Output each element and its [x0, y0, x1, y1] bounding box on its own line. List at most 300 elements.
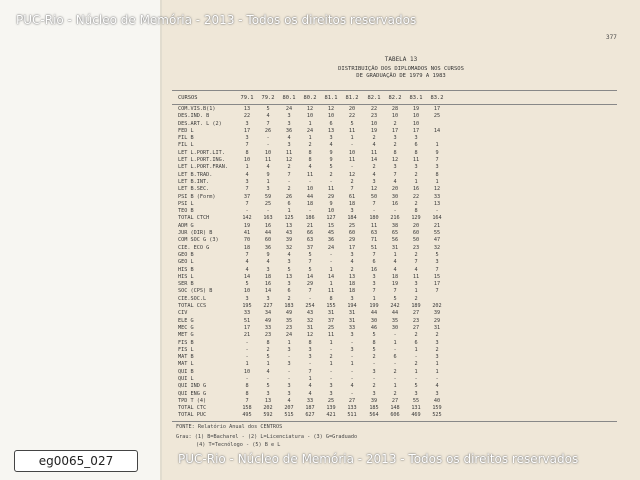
table-cell: 5: [329, 164, 333, 171]
table-cell: 14: [433, 127, 441, 134]
row-label: LET L.PORT.ING.: [178, 157, 225, 164]
table-cell: 9: [329, 149, 333, 156]
table-row: [172, 288, 617, 295]
table-cell: 1: [245, 164, 249, 171]
table-cell: 1: [414, 178, 418, 185]
table-row: [172, 354, 617, 361]
table-cell: -: [287, 368, 291, 375]
table-cell: 2: [414, 332, 418, 339]
table-cell: 11: [327, 186, 335, 193]
table-header-rule: [172, 104, 617, 105]
table-cell: -: [393, 346, 397, 353]
table-cell: 16: [264, 281, 272, 288]
table-cell: 61: [348, 193, 356, 200]
table-cell: 3: [287, 281, 291, 288]
table-source: FONTE: Relatório Anual dos CENTROS: [176, 424, 283, 430]
table-row: [172, 128, 617, 135]
column-header: 83.2: [430, 95, 444, 101]
column-header: 82.2: [388, 95, 402, 101]
table-cell: 1: [372, 295, 376, 302]
table-cell: 16: [264, 222, 272, 229]
table-cell: 186: [305, 215, 315, 222]
table-cell: 3: [350, 251, 354, 258]
table-cell: 55: [412, 397, 420, 404]
table-cell: 8: [245, 149, 249, 156]
table-cell: 11: [306, 171, 314, 178]
table-cell: 27: [412, 324, 420, 331]
table-cell: 17: [412, 127, 420, 134]
table-cell: 3: [372, 368, 376, 375]
table-cell: 158: [242, 405, 252, 412]
table-cell: 14: [370, 157, 378, 164]
table-cell: 10: [306, 113, 314, 120]
table-cell: 25: [348, 222, 356, 229]
table-cell: 4: [287, 135, 291, 142]
table-cell: 4: [308, 383, 312, 390]
table-cell: 14: [243, 273, 251, 280]
table-cell: 60: [264, 237, 272, 244]
table-cell: 3: [435, 339, 439, 346]
table-cell: 5: [435, 251, 439, 258]
table-cell: 23: [412, 317, 420, 324]
table-cell: 10: [327, 208, 335, 215]
table-cell: 139: [326, 405, 336, 412]
table-cell: -: [287, 375, 291, 382]
table-cell: 22: [370, 106, 378, 112]
table-cell: 7: [245, 200, 249, 207]
table-cell: 29: [433, 317, 441, 324]
table-cell: 27: [412, 310, 420, 317]
table-cell: 2: [435, 332, 439, 339]
table-cell: 7: [372, 288, 376, 295]
table-cell: 1: [435, 368, 439, 375]
table-cell: 469: [411, 412, 421, 419]
row-label: QUI B: [178, 368, 194, 375]
table-row: [172, 223, 617, 230]
table-cell: 8: [308, 157, 312, 164]
table-cell: 4: [372, 142, 376, 149]
table-cell: 21: [433, 222, 441, 229]
row-label: TPD T (4): [178, 397, 207, 404]
table-cell: 163: [263, 215, 273, 222]
table-cell: 14: [264, 288, 272, 295]
row-label: SOC (CPS) B: [178, 288, 213, 295]
table-cell: 33: [348, 324, 356, 331]
table-cell: 21: [306, 222, 314, 229]
table-cell: 29: [306, 281, 314, 288]
table-cell: 50: [370, 193, 378, 200]
table-cell: 10: [370, 120, 378, 127]
row-label: MAT L: [178, 361, 194, 368]
table-cell: 7: [245, 142, 249, 149]
table-cell: 33: [433, 193, 441, 200]
table-cell: 14: [327, 273, 335, 280]
table-cell: 184: [347, 215, 357, 222]
table-cell: 19: [243, 222, 251, 229]
table-cell: 3: [308, 346, 312, 353]
table-cell: 4: [393, 178, 397, 185]
table-cell: 131: [411, 405, 421, 412]
table-cell: 8: [435, 171, 439, 178]
table-cell: 1: [287, 208, 291, 215]
table-cell: 5: [308, 251, 312, 258]
table-row: [172, 369, 617, 376]
table-title: TABELA 13: [384, 56, 418, 63]
table-cell: -: [308, 295, 312, 302]
table-cell: 44: [306, 193, 314, 200]
table-cell: 564: [369, 412, 379, 419]
table-cell: 5: [372, 332, 376, 339]
table-cell: -: [266, 375, 270, 382]
table-cell: 1: [414, 346, 418, 353]
table-cell: 3: [287, 259, 291, 266]
table-cell: 12: [306, 106, 314, 112]
row-label: CIE. ECO G: [178, 244, 210, 251]
table-cell: 31: [327, 310, 335, 317]
table-cell: 7: [372, 251, 376, 258]
table-cell: 3: [414, 164, 418, 171]
table-row: [172, 179, 617, 186]
table-cell: 4: [245, 171, 249, 178]
table-cell: -: [372, 208, 376, 215]
table-cell: 25: [433, 113, 441, 120]
table-cell: 3: [435, 390, 439, 397]
table-cell: 40: [433, 397, 441, 404]
row-label: COM.VIS.B(1): [178, 106, 216, 112]
table-cell: 3: [245, 135, 249, 142]
table-cell: 7: [393, 288, 397, 295]
table-cell: 1: [308, 120, 312, 127]
table-cell: 1: [350, 361, 354, 368]
table-cell: 195: [242, 303, 252, 310]
table-row: [172, 267, 617, 274]
table-cell: 202: [263, 405, 273, 412]
table-cell: 2: [393, 142, 397, 149]
table-cell: 20: [348, 106, 356, 112]
table-cell: 35: [391, 317, 399, 324]
table-cell: 24: [327, 244, 335, 251]
table-cell: 627: [305, 412, 315, 419]
row-label: CIE.SOC.L: [178, 295, 207, 302]
table-cell: 3: [266, 295, 270, 302]
table-row: [172, 318, 617, 325]
table-row: [172, 391, 617, 398]
column-header: 81.1: [324, 95, 338, 101]
table-cell: 4: [266, 368, 270, 375]
table-cell: 70: [243, 237, 251, 244]
table-cell: 3: [372, 178, 376, 185]
table-row: [172, 340, 617, 347]
table-cell: 17: [433, 281, 441, 288]
table-subtitle-line2: DE GRADUAÇÃO DE 1979 A 1983: [356, 73, 446, 79]
table-cell: 2: [372, 383, 376, 390]
table-cell: 5: [266, 106, 270, 112]
table-cell: 47: [433, 237, 441, 244]
table-cell: -: [372, 361, 376, 368]
table-cell: 44: [391, 310, 399, 317]
table-cell: 37: [327, 317, 335, 324]
table-cell: 1: [435, 142, 439, 149]
table-cell: 2: [393, 120, 397, 127]
table-cell: 24: [306, 127, 314, 134]
table-cell: 254: [305, 303, 315, 310]
table-cell: 27: [348, 397, 356, 404]
table-row: [172, 274, 617, 281]
table-cell: -: [245, 208, 249, 215]
table-cell: 148: [390, 405, 400, 412]
table-cell: 8: [245, 383, 249, 390]
table-cell: 51: [370, 244, 378, 251]
table-cell: 25: [264, 200, 272, 207]
table-cell: 12: [327, 106, 335, 112]
table-cell: 11: [264, 157, 272, 164]
row-label: ADM G: [178, 222, 194, 229]
table-row: [172, 252, 617, 259]
table-cell: 1: [266, 361, 270, 368]
table-cell: 28: [391, 106, 399, 112]
row-label: DES.ART. L (2): [178, 120, 222, 127]
table-cell: 60: [348, 230, 356, 237]
row-label: QUI L: [178, 375, 194, 382]
table-cell: 3: [372, 273, 376, 280]
table-cell: 7: [287, 171, 291, 178]
table-cell: 7: [435, 157, 439, 164]
table-cell: 19: [370, 127, 378, 134]
table-cell: 30: [391, 324, 399, 331]
table-cell: 32: [285, 244, 293, 251]
table-cell: 18: [348, 288, 356, 295]
table-cell: 7: [350, 186, 354, 193]
table-cell: 3: [287, 346, 291, 353]
table-cell: 4: [329, 142, 333, 149]
table-cell: 49: [285, 310, 293, 317]
table-cell: 31: [348, 317, 356, 324]
table-cell: 1: [414, 368, 418, 375]
table-cell: 2: [372, 354, 376, 361]
table-cell: 8: [414, 208, 418, 215]
table-cell: 18: [306, 200, 314, 207]
table-cell: 36: [327, 237, 335, 244]
table-cell: -: [329, 375, 333, 382]
table-cell: 511: [347, 412, 357, 419]
table-cell: 10: [243, 157, 251, 164]
row-label: ELE G: [178, 317, 194, 324]
table-cell: -: [287, 178, 291, 185]
table-cell: 66: [306, 230, 314, 237]
table-cell: 39: [370, 397, 378, 404]
table-cell: 207: [284, 405, 294, 412]
table-cell: 35: [285, 317, 293, 324]
table-cell: 4: [435, 383, 439, 390]
table-cell: 20: [412, 222, 420, 229]
table-cell: 421: [326, 412, 336, 419]
table-cell: 1: [308, 135, 312, 142]
table-cell: 30: [370, 317, 378, 324]
table-row: [172, 303, 617, 310]
table-cell: 4: [266, 259, 270, 266]
column-header: 81.2: [345, 95, 359, 101]
table-row: [172, 186, 617, 193]
table-cell: 31: [348, 310, 356, 317]
row-label: TOTAL CTC: [178, 405, 207, 412]
table-cell: -: [329, 259, 333, 266]
table-cell: 9: [435, 149, 439, 156]
table-cell: 4: [393, 259, 397, 266]
table-cell: 18: [348, 281, 356, 288]
table-cell: 4: [245, 266, 249, 273]
table-cell: 4: [308, 390, 312, 397]
table-cell: 1: [308, 375, 312, 382]
table-cell: 3: [266, 390, 270, 397]
table-cell: 5: [287, 266, 291, 273]
table-cell: 515: [284, 412, 294, 419]
table-cell: 194: [347, 303, 357, 310]
table-cell: 3: [287, 361, 291, 368]
table-cell: 8: [266, 339, 270, 346]
table-cell: 16: [412, 186, 420, 193]
table-cell: -: [350, 339, 354, 346]
table-cell: 2: [350, 178, 354, 185]
table-cell: 5: [372, 346, 376, 353]
table-cell: 2: [435, 346, 439, 353]
table-cell: 127: [326, 215, 336, 222]
table-cell: 3: [414, 281, 418, 288]
table-cell: 44: [370, 310, 378, 317]
column-header: 80.2: [303, 95, 317, 101]
table-cell: 32: [433, 244, 441, 251]
table-cell: 4: [414, 266, 418, 273]
table-cell: 1: [350, 135, 354, 142]
table-cell: 8: [329, 295, 333, 302]
table-cell: 1: [329, 266, 333, 273]
table-cell: 13: [243, 106, 251, 112]
table-cell: 6: [414, 142, 418, 149]
table-cell: 1: [329, 339, 333, 346]
table-cell: 3: [287, 142, 291, 149]
table-cell: -: [393, 361, 397, 368]
table-cell: -: [414, 354, 418, 361]
table-cell: 8: [372, 339, 376, 346]
table-cell: 11: [348, 127, 356, 134]
table-cell: 6: [329, 120, 333, 127]
table-cell: 16: [391, 200, 399, 207]
table-cell: 6: [287, 200, 291, 207]
table-row: [172, 325, 617, 332]
table-cell: 63: [370, 230, 378, 237]
table-cell: -: [393, 332, 397, 339]
table-cell: 11: [370, 149, 378, 156]
table-row: [172, 157, 617, 164]
table-cell: 7: [308, 368, 312, 375]
table-cell: -: [435, 375, 439, 382]
table-cell: 4: [245, 259, 249, 266]
table-cell: 31: [306, 324, 314, 331]
table-cell: 2: [329, 354, 333, 361]
table-cell: 60: [412, 230, 420, 237]
table-cell: 4: [372, 171, 376, 178]
table-cell: 11: [412, 273, 420, 280]
table-cell: 3: [414, 390, 418, 397]
table-cell: 3: [350, 346, 354, 353]
table-cell: 17: [243, 127, 251, 134]
table-cell: 3: [393, 135, 397, 142]
table-row: [172, 332, 617, 339]
table-row: [172, 259, 617, 266]
table-cell: 18: [348, 200, 356, 207]
table-cell: 26: [285, 193, 293, 200]
table-cell: 4: [350, 383, 354, 390]
row-label: MET G: [178, 332, 194, 339]
table-row: [172, 142, 617, 149]
table-row: [172, 201, 617, 208]
table-cell: 164: [432, 215, 442, 222]
table-cell: 2: [372, 135, 376, 142]
data-table: [172, 106, 617, 420]
table-cell: -: [350, 368, 354, 375]
row-label: MEC G: [178, 324, 194, 331]
table-cell: 8: [245, 390, 249, 397]
table-cell: 65: [391, 230, 399, 237]
table-cell: -: [350, 354, 354, 361]
row-label: TEO B: [178, 208, 194, 215]
table-cell: 26: [264, 127, 272, 134]
table-cell: 216: [390, 215, 400, 222]
table-cell: -: [329, 251, 333, 258]
watermark-top: PUC-Rio - Núcleo de Memória - 2013 - Todos os direitos reservados: [16, 13, 417, 27]
table-cell: 29: [327, 193, 335, 200]
table-cell: 2: [414, 251, 418, 258]
table-cell: 17: [433, 106, 441, 112]
table-cell: 1: [287, 339, 291, 346]
table-row: [172, 150, 617, 157]
table-cell: 1: [435, 178, 439, 185]
table-cell: 33: [264, 324, 272, 331]
table-cell: 2: [414, 361, 418, 368]
table-cell: -: [329, 346, 333, 353]
table-cell: 37: [306, 244, 314, 251]
row-label: FED L: [178, 127, 194, 134]
table-cell: 3: [245, 120, 249, 127]
table-cell: 2: [414, 200, 418, 207]
row-label: QUI IND G: [178, 383, 207, 390]
page-number: 377: [606, 34, 617, 41]
row-label: COM SOC G (3): [178, 237, 219, 244]
table-cell: 10: [306, 186, 314, 193]
table-row: [172, 164, 617, 171]
table-row: [172, 383, 617, 390]
table-cell: 17: [391, 127, 399, 134]
table-cell: -: [308, 178, 312, 185]
table-cell: 18: [391, 273, 399, 280]
row-label: LET B.TRAD.: [178, 171, 213, 178]
table-cell: 4: [308, 164, 312, 171]
row-label: SER B: [178, 281, 194, 288]
table-cell: 8: [393, 149, 397, 156]
table-cell: 23: [370, 113, 378, 120]
table-row: [172, 347, 617, 354]
table-cell: 9: [329, 157, 333, 164]
row-label: FIL B: [178, 135, 194, 142]
row-label: MAT B: [178, 354, 194, 361]
row-label: TOTAL CTCH: [178, 215, 210, 222]
table-cell: 15: [433, 273, 441, 280]
table-cell: 3: [435, 354, 439, 361]
table-cell: 3: [393, 164, 397, 171]
table-row: [172, 135, 617, 142]
table-cell: 11: [348, 157, 356, 164]
table-cell: 43: [285, 230, 293, 237]
table-cell: -: [393, 375, 397, 382]
